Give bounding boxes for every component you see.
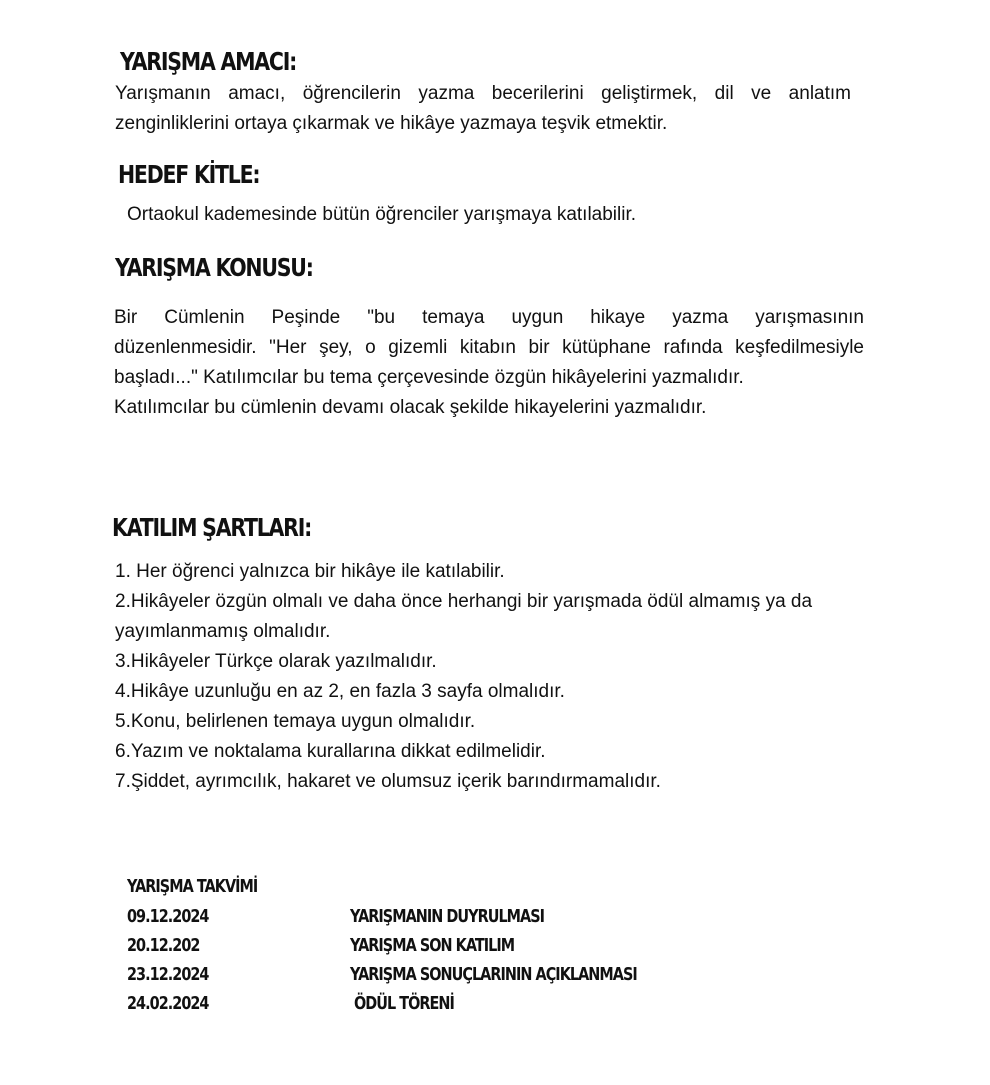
schedule-date: 09.12.2024 [127,906,209,927]
topic-line-1: Bir Cümlenin Peşinde "bu temaya uygun hikaye yazma yarışmasının [114,307,864,328]
purpose-line-1: Yarışmanın amacı, öğrencilerin yazma becerilerini geliştirmek, dil ve anlatım [115,83,851,104]
schedule-date: 23.12.2024 [127,964,209,985]
topic-line-2: düzenlenmesidir. "Her şey, o gizemli kitabın bir kütüphane rafında keşfedilmesiyle [114,337,864,358]
topic-heading: YARIŞMA KONUSU: [115,253,313,282]
condition-item: 4.Hikâye uzunluğu en az 2, en fazla 3 sayfa olmalıdır. [115,681,565,702]
schedule-event: ÖDÜL TÖRENİ [354,993,454,1014]
schedule-row [127,960,637,989]
topic-text [114,303,864,423]
purpose-heading: YARIŞMA AMACI: [120,47,297,76]
schedule-date: 24.02.2024 [127,993,209,1014]
topic-line-4: Katılımcılar bu cümlenin devamı olacak şekilde hikayelerini yazmalıdır. [114,397,707,418]
condition-item: 1. Her öğrenci yalnızca bir hikâye ile katılabilir. [115,561,505,582]
schedule-event: YARIŞMANIN DUYRULMASI [350,906,545,927]
purpose-line-2: zenginliklerini ortaya çıkarmak ve hikâye yazmaya teşvik etmektir. [115,113,668,134]
purpose-text [115,79,851,139]
schedule-event: YARIŞMA SON KATILIM [350,935,515,956]
condition-item: 6.Yazım ve noktalama kurallarına dikkat edilmelidir. [115,741,546,762]
audience-line: Ortaokul kademesinde bütün öğrenciler yarışmaya katılabilir. [127,204,637,225]
condition-item-continuation: yayımlanmamış olmalıdır. [115,621,331,642]
schedule-event: YARIŞMA SONUÇLARININ AÇIKLANMASI [350,964,637,985]
conditions-list [115,557,812,797]
condition-item: 2.Hikâyeler özgün olmalı ve daha önce herhangi bir yarışmada ödül almamış ya da [115,591,813,612]
audience-text [127,200,636,230]
schedule-date: 20.12.202 [127,935,200,956]
audience-heading: HEDEF KİTLE: [118,160,260,189]
schedule-row [127,931,515,960]
topic-line-3: başladı..." Katılımcılar bu tema çerçevesinde özgün hikâyelerini yazmalıdır. [114,367,744,388]
condition-item: 7.Şiddet, ayrımcılık, hakaret ve olumsuz içerik barındırmamalıdır. [115,771,661,792]
condition-item: 3.Hikâyeler Türkçe olarak yazılmalıdır. [115,651,437,672]
schedule-table [127,872,637,1018]
schedule-row [127,902,545,931]
schedule-heading: YARIŞMA TAKVİMİ [127,876,258,897]
condition-item: 5.Konu, belirlenen temaya uygun olmalıdır. [115,711,476,732]
conditions-heading: KATILIM ŞARTLARI: [112,513,312,542]
schedule-row [127,989,454,1018]
